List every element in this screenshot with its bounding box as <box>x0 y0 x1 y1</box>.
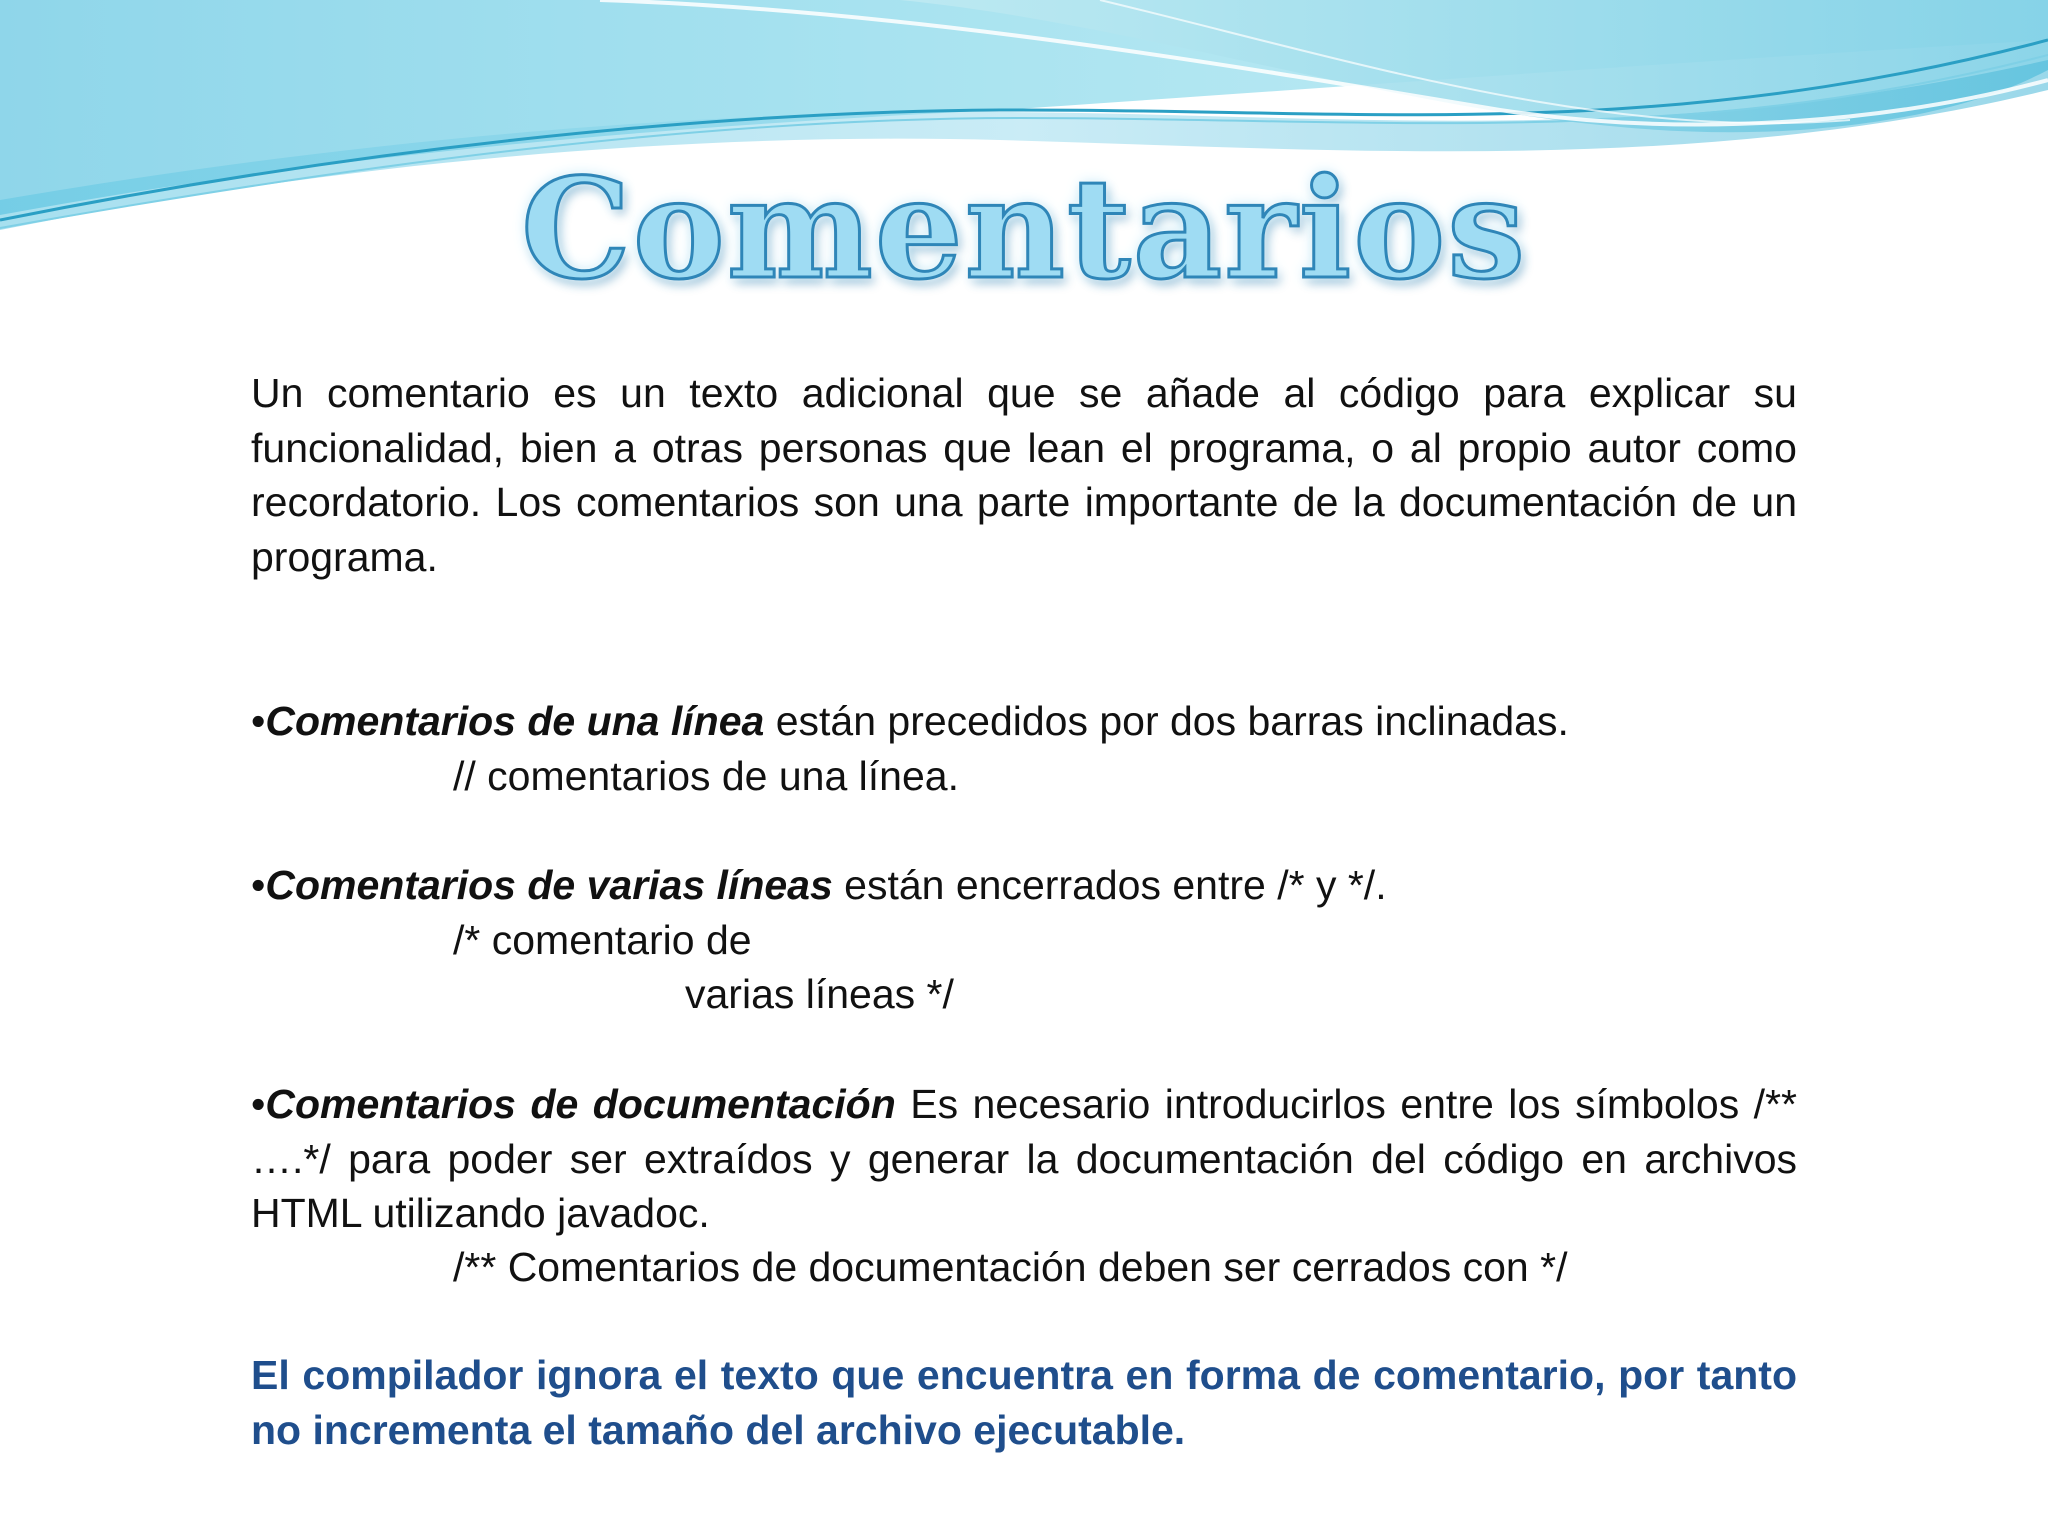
bullet-marker: • <box>251 698 266 744</box>
bullet-term: Comentarios de una línea <box>265 698 765 744</box>
bullet-documentation <box>251 1077 1797 1241</box>
code-example: /** Comentarios de documentación deben ser cerrados con */ <box>453 1244 1568 1290</box>
slide-title: Comentarios <box>520 147 1528 310</box>
conclusion-note: El compilador ignora el texto que encuentra en forma de comentario, por tanto no incrementa el tamaño del archivo ejecutable. <box>251 1352 1797 1453</box>
bullet-text: están precedidos por dos barras inclinadas. <box>764 698 1569 744</box>
intro-paragraph: Un comentario es un texto adicional que se añade al código para explicar su funcionalidad, bien a otras personas que lean el programa, o al propio autor como recordatorio. Los comentarios son una parte importante de la documentación de un programa. <box>251 370 1797 580</box>
bullet-term: Comentarios de varias líneas <box>265 862 833 908</box>
bullet-text: están encerrados entre /* y */. <box>832 862 1387 908</box>
code-example: // comentarios de una línea. <box>453 753 959 799</box>
bullet-multi-line <box>251 858 1797 913</box>
code-example: varias líneas */ <box>685 971 954 1017</box>
bullet-single-line <box>251 694 1797 749</box>
code-example: /* comentario de <box>453 917 752 963</box>
bullet-marker: • <box>251 862 266 908</box>
bullet-text: Es necesario introducirlos entre los símbolos /** ….*/ para poder ser extraídos y generar la documentación del código en archivos HTML utilizando javadoc. <box>251 1081 1797 1236</box>
bullet-marker: • <box>251 1081 266 1127</box>
bullet-term: Comentarios de documentación <box>265 1081 896 1127</box>
